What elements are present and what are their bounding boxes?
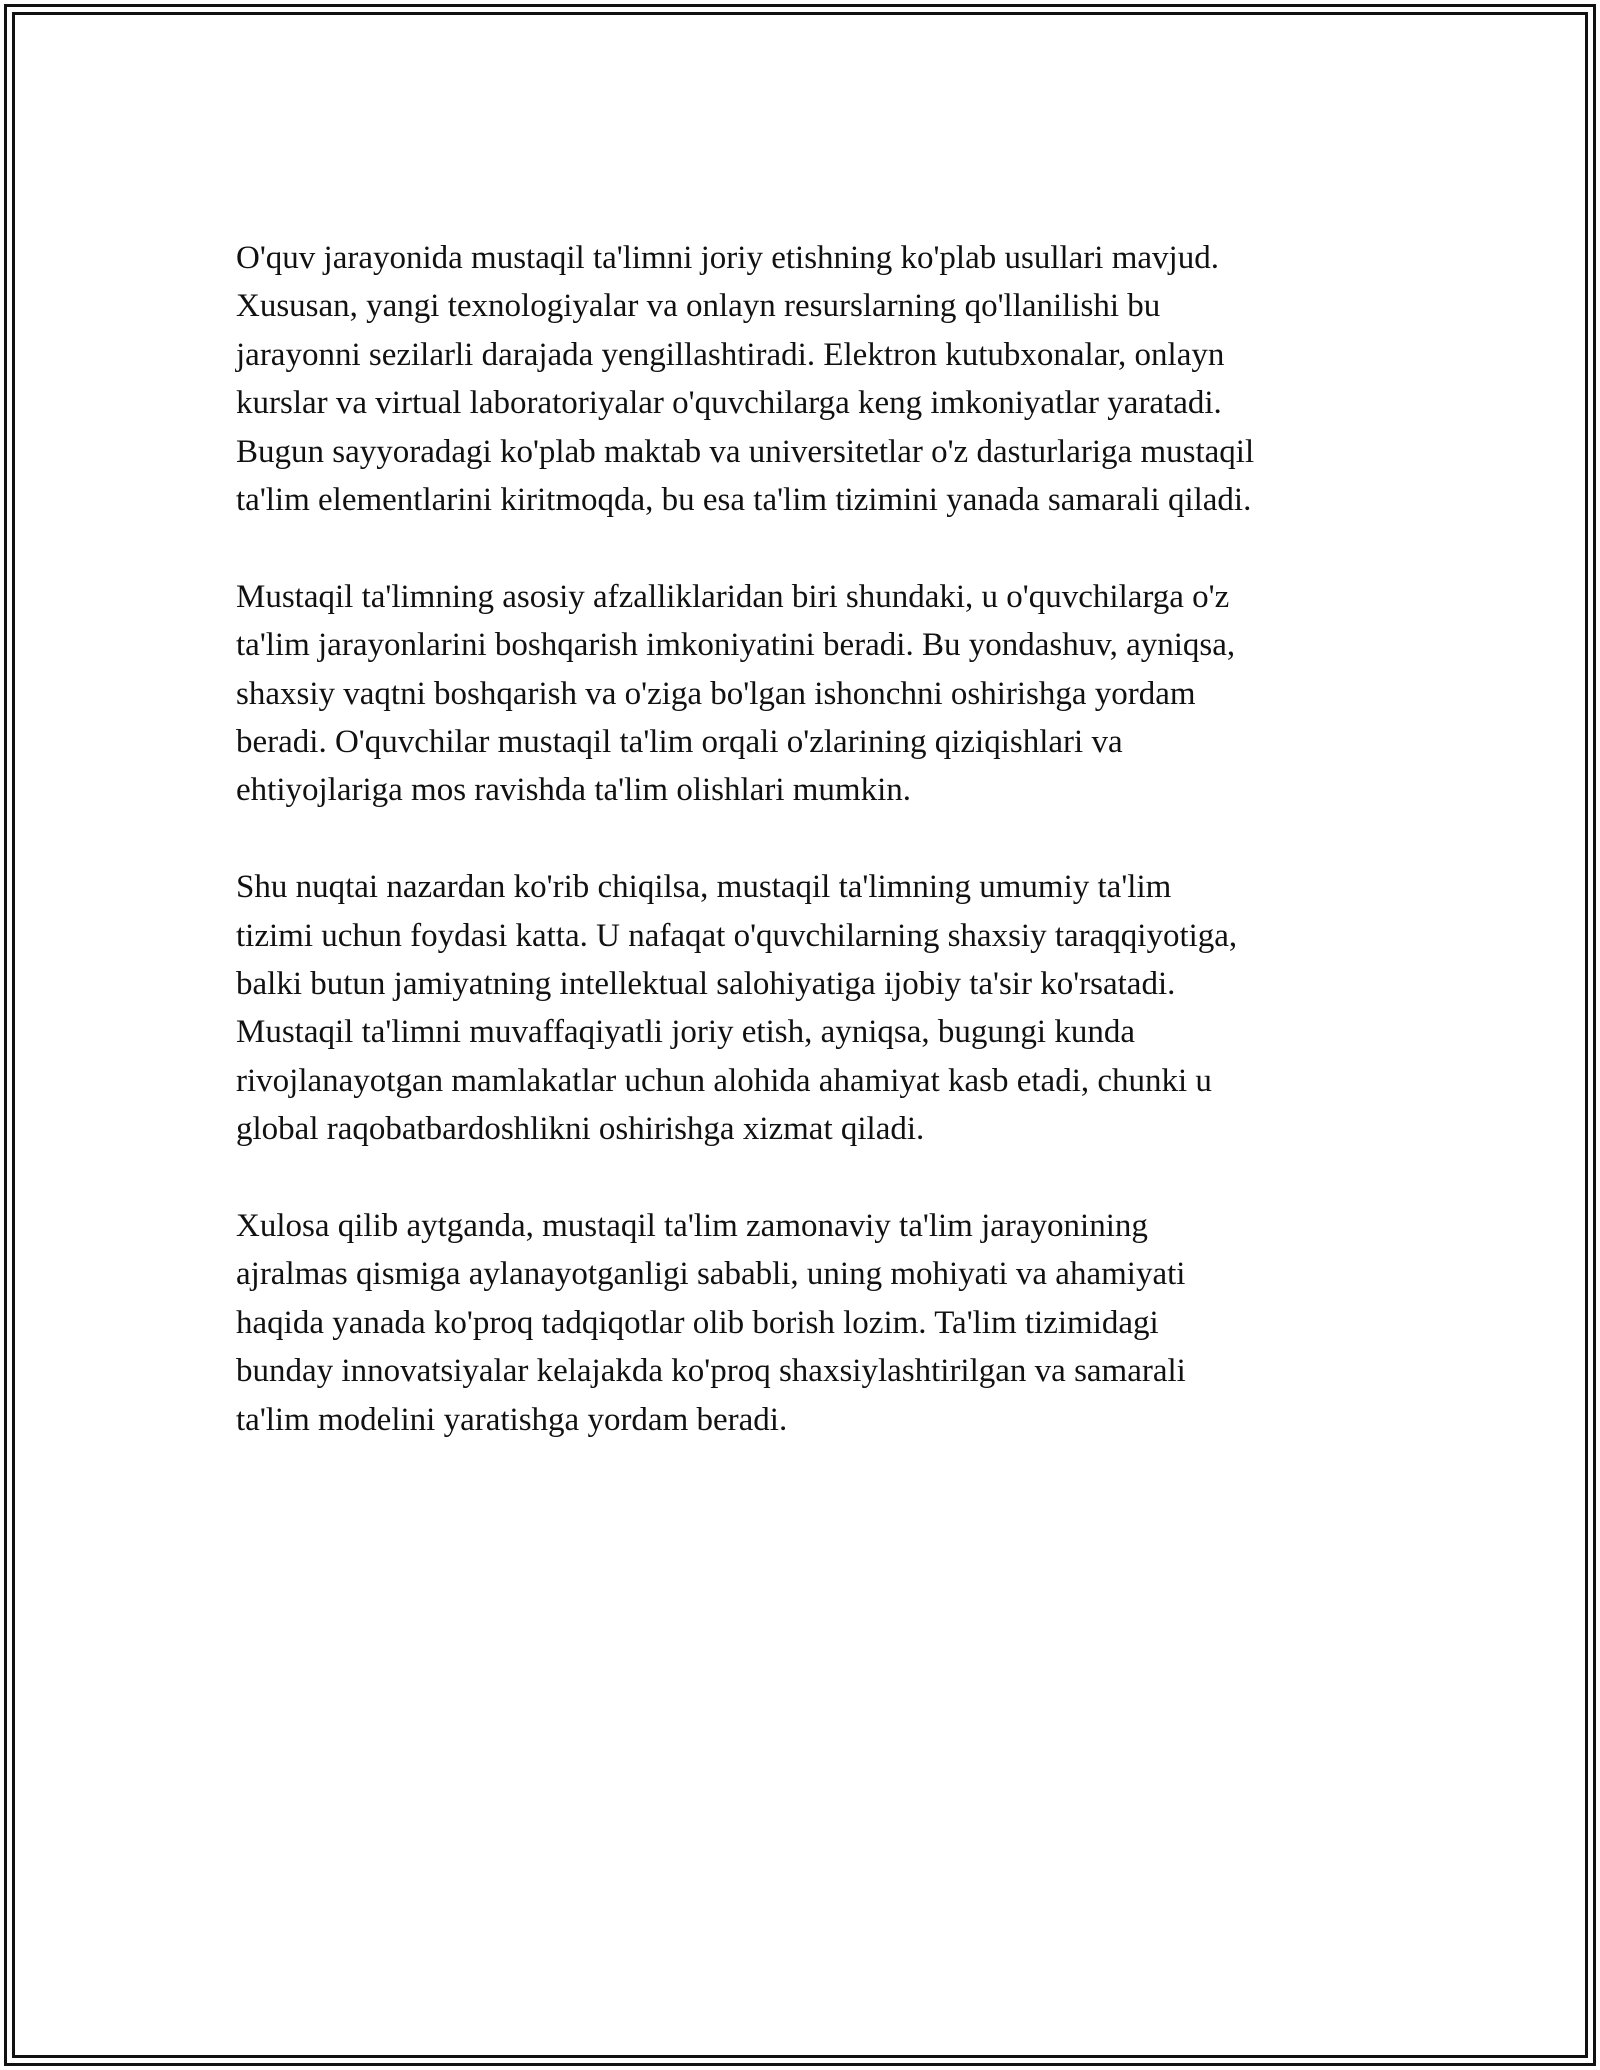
text-line: ta'lim jarayonlarini boshqarish imkoniyatini beradi. Bu yondashuv, ayniqsa,: [236, 627, 1236, 664]
text-line: beradi. O'quvchilar mustaqil ta'lim orqali o'zlarining qiziqishlari va: [236, 724, 1123, 761]
document-body: [236, 234, 1386, 1493]
text-line: haqida yanada ko'proq tadqiqotlar olib borish lozim. Ta'lim tizimidagi: [236, 1304, 1159, 1341]
text-line: ajralmas qismiga aylanayotganligi sababli, uning mohiyati va ahamiyati: [236, 1256, 1186, 1293]
text-line: Xususan, yangi texnologiyalar va onlayn resurslarning qo'llanilishi bu: [236, 288, 1161, 325]
text-line: ta'lim modelini yaratishga yordam beradi.: [236, 1401, 788, 1438]
paragraph-3: [236, 863, 1386, 1153]
text-line: Bugun sayyoradagi ko'plab maktab va universitetlar o'z dasturlariga mustaqil: [236, 433, 1255, 470]
text-line: O'quv jarayonida mustaqil ta'limni joriy etishning ko'plab usullari mavjud.: [236, 240, 1219, 276]
text-line: global raqobatbardoshlikni oshirishga xizmat qiladi.: [236, 1111, 925, 1148]
paragraph-4: [236, 1202, 1386, 1444]
text-line: tizimi uchun foydasi katta. U nafaqat o'quvchilarning shaxsiy taraqqiyotiga,: [236, 917, 1238, 954]
text-line: ta'lim elementlarini kiritmoqda, bu esa ta'lim tizimini yanada samarali qiladi.: [236, 482, 1252, 519]
text-line: Mustaqil ta'limning asosiy afzalliklaridan biri shundaki, u o'quvchilarga o'z: [236, 578, 1230, 615]
text-line: rivojlanayotgan mamlakatlar uchun alohida ahamiyat kasb etadi, chunki u: [236, 1062, 1212, 1099]
text-line: Mustaqil ta'limni muvaffaqiyatli joriy etish, ayniqsa, bugungi kunda: [236, 1014, 1135, 1051]
paragraph-2: [236, 573, 1386, 815]
text-line: Xulosa qilib aytganda, mustaqil ta'lim zamonaviy ta'lim jarayonining: [236, 1208, 1148, 1245]
text-line: bunday innovatsiyalar kelajakda ko'proq shaxsiylashtirilgan va samarali: [236, 1353, 1186, 1390]
text-line: balki butun jamiyatning intellektual salohiyatiga ijobiy ta'sir ko'rsatadi.: [236, 966, 1176, 1003]
paragraph-1: [236, 234, 1386, 524]
text-line: Shu nuqtai nazardan ko'rib chiqilsa, mustaqil ta'limning umumiy ta'lim: [236, 869, 1172, 906]
text-line: ehtiyojlariga mos ravishda ta'lim olishlari mumkin.: [236, 772, 912, 809]
text-line: jarayonni sezilarli darajada yengillashtiradi. Elektron kutubxonalar, onlayn: [236, 336, 1225, 373]
text-line: kurslar va virtual laboratoriyalar o'quvchilarga keng imkoniyatlar yaratadi.: [236, 385, 1222, 422]
text-line: shaxsiy vaqtni boshqarish va o'ziga bo'lgan ishonchni oshirishga yordam: [236, 675, 1196, 712]
